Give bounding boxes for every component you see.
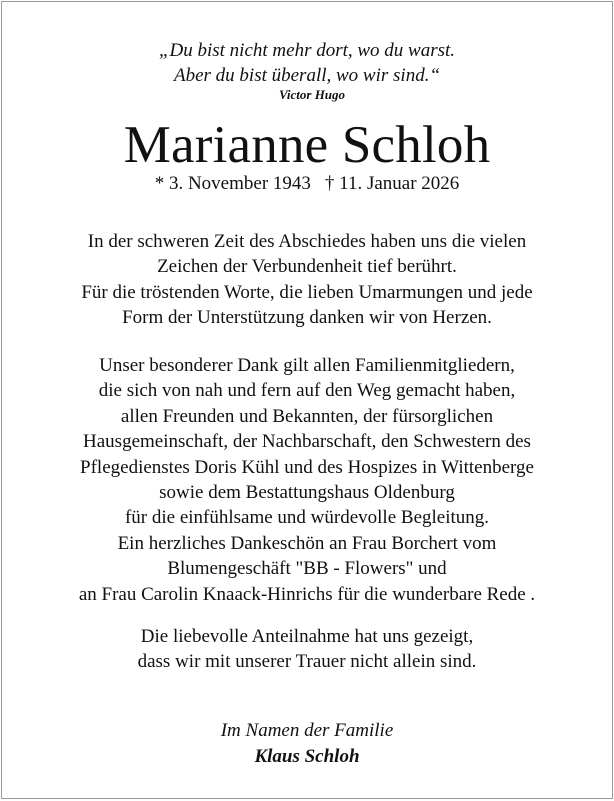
obituary-notice: [1, 1, 613, 799]
signer-name: Klaus Schloh: [254, 746, 360, 767]
text-line: Unser besonderer Dank gilt allen Familienmitgliedern,: [99, 355, 515, 376]
text-line: sowie dem Bestattungshaus Oldenburg: [159, 482, 455, 504]
quote-line: „Du bist nicht mehr dort, wo du warst.: [158, 40, 456, 61]
thanks-paragraph-3: [2, 624, 612, 675]
text-line: die sich von nah und fern auf den Weg gemacht haben,: [98, 380, 516, 402]
thanks-paragraph-2: [2, 353, 612, 607]
text-line: Zeichen der Verbundenheit tief berührt.: [157, 256, 457, 278]
text-line: dass wir mit unserer Trauer nicht allein sind.: [137, 651, 477, 673]
life-dates: [2, 172, 612, 196]
signature-block: [2, 718, 612, 770]
text-line: an Frau Carolin Knaack-Hinrichs für die wunderbare Rede .: [78, 583, 536, 605]
text-line: Form der Unterstützung danken wir von Herzen.: [122, 307, 492, 329]
birth-date: * 3. November 1943: [154, 173, 311, 194]
text-line: In der schweren Zeit des Abschiedes haben uns die vielen: [87, 231, 527, 252]
death-date: † 11. Januar 2026: [324, 173, 460, 194]
deceased-name: Marianne Schloh: [123, 116, 491, 174]
quote-author: Victor Hugo: [278, 87, 346, 102]
thanks-paragraph-1: [2, 229, 612, 331]
text-line: für die einfühlsame und würdevolle Begleitung.: [124, 507, 490, 529]
text-line: Für die tröstenden Worte, die lieben Umarmungen und jede: [81, 281, 533, 303]
text-line: Ein herzliches Dankeschön an Frau Borchert vom: [117, 532, 497, 554]
text-line: allen Freunden und Bekannten, der fürsorglichen: [120, 405, 494, 427]
signature-intro: Im Namen der Familie: [220, 720, 394, 741]
text-line: Pflegedienstes Doris Kühl und des Hospizes in Wittenberge: [80, 456, 534, 478]
text-line: Die liebevolle Anteilnahme hat uns gezeigt,: [140, 626, 474, 647]
text-line: Hausgemeinschaft, der Nachbarschaft, den Schwestern des: [83, 431, 531, 453]
text-line: Blumengeschäft "BB - Flowers" und: [167, 558, 447, 580]
quote-line: Aber du bist überall, wo wir sind.“: [173, 65, 441, 86]
memorial-quote: [2, 38, 612, 102]
